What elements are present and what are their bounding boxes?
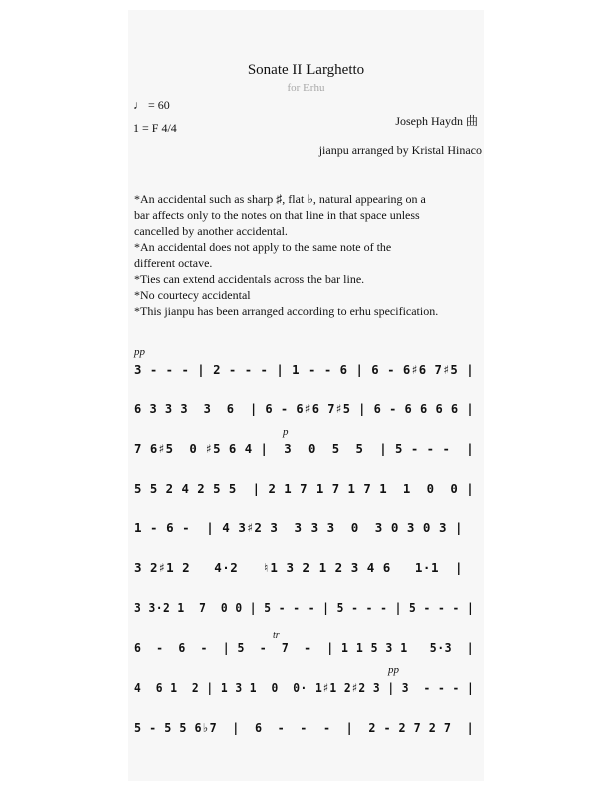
trill-mark: tr xyxy=(273,630,280,641)
score-page xyxy=(128,10,484,781)
score-line-text: 7 6♯5 0 ♯5 6 4 | 3 0 5 5 | 5 - - - | xyxy=(134,441,475,456)
score-line-text: 3 - - - | 2 - - - | 1 - - 6 | 6 - 6♯6 7♯5 | xyxy=(134,362,475,377)
dynamic-pp: pp xyxy=(134,346,145,358)
composer-credit: Joseph Haydn 曲 xyxy=(395,114,478,128)
dynamic-p: p xyxy=(283,426,289,438)
score-line xyxy=(134,520,474,542)
score-line xyxy=(134,481,474,503)
note-line: *Ties can extend accidentals across the bar line. xyxy=(134,272,365,286)
score-line xyxy=(134,680,474,702)
score-line-text: 6 3 3 3 3 6 | 6 - 6♯6 7♯5 | 6 - 6 6 6 6 | xyxy=(134,401,475,416)
score-line-text: 5 5 2 4 2 5 5 | 2 1 7 1 7 1 7 1 1 0 0 | xyxy=(134,481,475,496)
score-line xyxy=(134,560,474,582)
score-line-text: 6 - 6 - | 5 - 7 - | 1 1 5 3 1 5·3 | xyxy=(134,640,475,655)
score-line xyxy=(134,401,474,423)
note-line: different octave. xyxy=(134,256,213,270)
score-line xyxy=(134,441,474,463)
performance-notes xyxy=(134,191,479,319)
score-line xyxy=(134,600,474,622)
key-signature: 1 = F 4/4 xyxy=(133,121,177,135)
score-title: Sonate II Larghetto xyxy=(247,62,365,78)
score-line-text: 1 - 6 - | 4 3♯2 3 3 3 3 0 3 0 3 0 3 | xyxy=(134,520,464,535)
score-subtitle: for Erhu xyxy=(287,82,325,94)
tempo-marking: ♩ = 60 xyxy=(133,98,170,112)
score-line-text: 3 3·2 1 7 0 0 | 5 - - - | 5 - - - | 5 - - - | xyxy=(134,600,475,615)
score-line xyxy=(134,362,474,384)
score-line-text: 5 - 5 5 6♭7 | 6 - - - | 2 - 2 7 2 7 | xyxy=(134,720,475,735)
note-line: cancelled by another accidental. xyxy=(134,224,288,238)
dynamic-pp: pp xyxy=(388,664,399,676)
score-line xyxy=(134,720,474,742)
score-line xyxy=(134,640,474,662)
note-line: *No courtecy accidental xyxy=(134,288,251,302)
score-line-text: 4 6 1 2 | 1 3 1 0 0· 1♯1 2♯2 3 | 3 - - - | xyxy=(134,680,475,695)
score-line-text: 3 2♯1 2 4·2 ♮1 3 2 1 2 3 4 6 1·1 | xyxy=(134,560,464,575)
note-line: bar affects only to the notes on that line in that space unless xyxy=(134,208,420,222)
note-line: *An accidental such as sharp ♯, flat ♭, natural appearing on a xyxy=(134,192,426,206)
note-line: *An accidental does not apply to the same note of the xyxy=(134,240,392,254)
arranger-credit: jianpu arranged by Kristal Hinaco xyxy=(318,143,482,157)
note-line: *This jianpu has been arranged according to erhu specification. xyxy=(134,304,439,318)
